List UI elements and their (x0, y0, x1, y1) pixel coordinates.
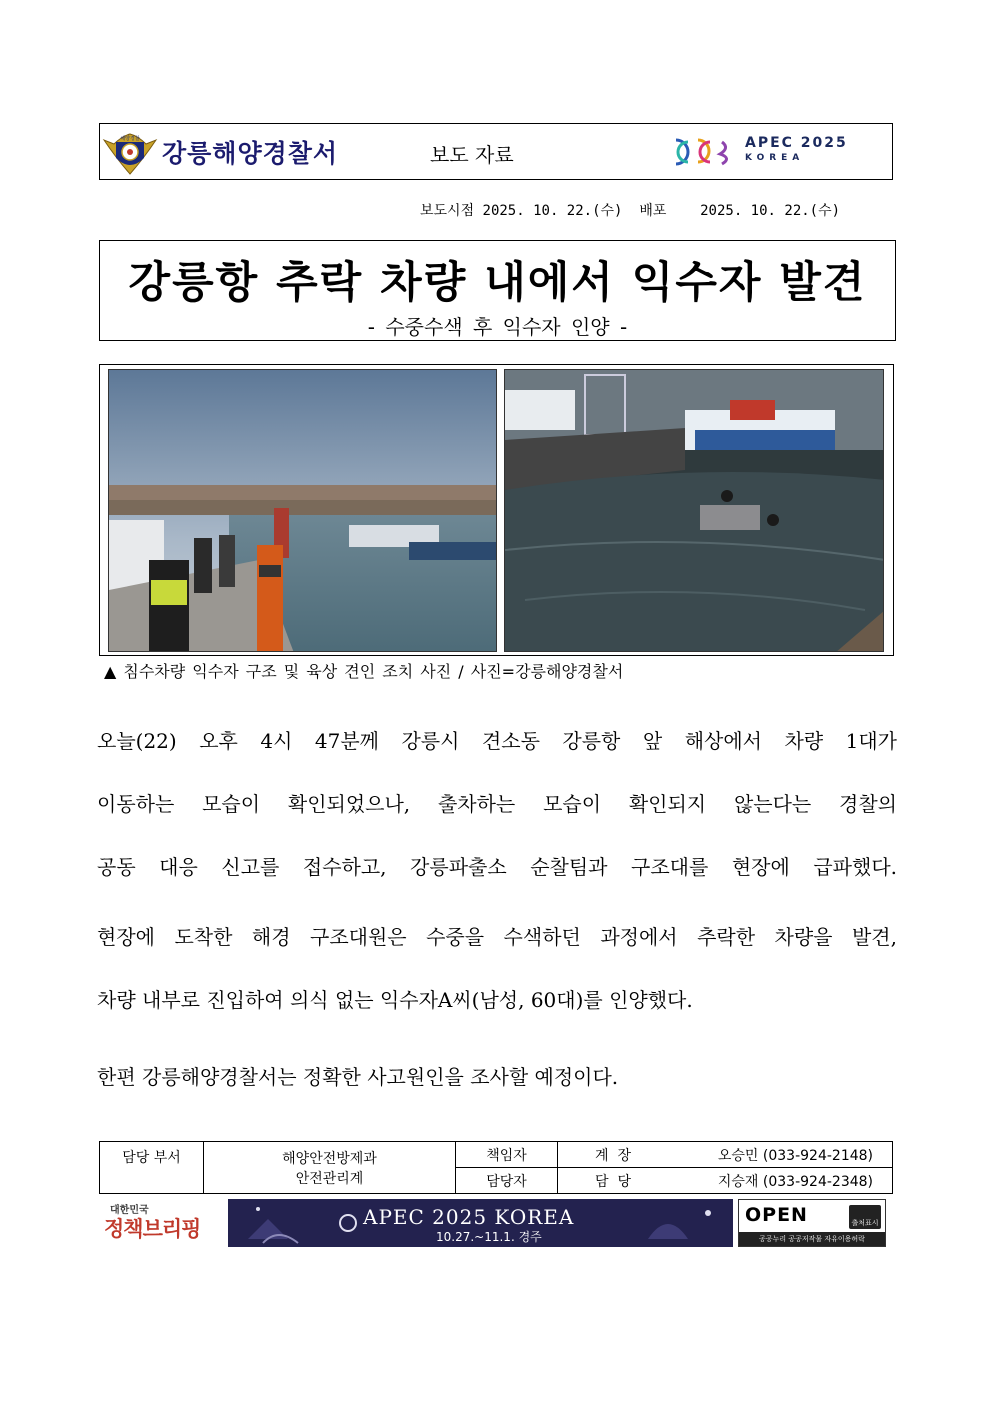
paragraph-1 (97, 710, 897, 899)
contact-name: 지승재 (033-924-2348) (717, 1173, 873, 1190)
kogl-open-license-badge (738, 1199, 886, 1247)
release-date: 보도시점 2025. 10. 22.(수) 배포 2025. 10. 22.(수) (420, 203, 841, 219)
banner-date: 10.27.~11.1. 경주 (436, 1230, 542, 1244)
title-box (99, 240, 896, 341)
dept-line: 안전관리계 (295, 1170, 364, 1187)
coast-guard-emblem-icon (102, 128, 158, 178)
gov-logo-small-text: 대한민국 (110, 1205, 149, 1216)
header-box (99, 123, 893, 180)
doc-type-label: 보도 자료 (430, 143, 514, 167)
page-subtitle: - 수중수색 후 익수자 인양 - (367, 315, 628, 339)
photo-caption: ▲ 침수차량 익수자 구조 및 육상 견인 조치 사진 / 사진=강릉해양경찰서 (104, 662, 624, 681)
paragraph-line: 현장에 도착한 해경 구조대원은 수중을 수색하던 과정에서 추락한 차량을 발견, (97, 925, 897, 949)
dept-name (204, 1142, 456, 1194)
contact-person (558, 1168, 893, 1194)
page-title: 강릉항 추락 차량 내에서 익수자 발견 (128, 258, 867, 308)
kogl-subtext: 공공누리 공공저작물 자유이용허락 (739, 1232, 885, 1246)
photo-harbor-pier (108, 369, 497, 652)
contact-table (99, 1141, 893, 1194)
paragraph-line: 한편 강릉해양경찰서는 정확한 사고원인을 조사할 예정이다. (97, 1065, 619, 1089)
photo-diver-rescue (504, 369, 884, 652)
kogl-open-text: OPEN (745, 1204, 808, 1226)
paragraph-line: 오늘(22) 오후 4시 47분께 강릉시 견소동 강릉항 앞 해상에서 차량 1대가 (97, 729, 897, 753)
contact-title: 계 장 (595, 1147, 631, 1164)
svg-text:해양경찰: 해양경찰 (120, 136, 140, 142)
dept-line: 해양안전방제과 (282, 1150, 377, 1167)
apec-banner (228, 1199, 733, 1247)
gov-logo-big-text: 정책브리핑 (104, 1217, 201, 1241)
photo-frame (99, 364, 894, 656)
paragraph-line: 차량 내부로 진입하여 의식 없는 익수자A씨(남성, 60대)를 인양했다. (97, 988, 693, 1012)
contact-role: 담당자 (456, 1168, 558, 1194)
org-name: 강릉해양경찰서 (162, 139, 339, 168)
policy-briefing-logo (104, 1201, 224, 1246)
apec-logo-text: APEC 2025 (745, 135, 848, 151)
paragraph-3 (97, 1046, 897, 1109)
paragraph-line: 공동 대응 신고를 접수하고, 강릉파출소 순찰팀과 구조대를 현장에 급파했다. (97, 855, 897, 879)
contact-title: 담 당 (595, 1173, 631, 1190)
kogl-attribution-badge (849, 1205, 881, 1229)
paragraph-line: 이동하는 모습이 확인되었으나, 출차하는 모습이 확인되지 않는다는 경찰의 (97, 792, 897, 816)
banner-title: APEC 2025 KOREA (363, 1205, 575, 1229)
contact-person (558, 1142, 893, 1168)
apec-logo-subtext: KOREA (745, 153, 805, 163)
kogl-badge-text: 출처표시 (851, 1219, 879, 1227)
dept-label: 담당 부서 (100, 1142, 204, 1194)
contact-name: 오승민 (033-924-2148) (717, 1147, 873, 1164)
contact-role: 책임자 (456, 1142, 558, 1168)
paragraph-2 (97, 906, 897, 1032)
